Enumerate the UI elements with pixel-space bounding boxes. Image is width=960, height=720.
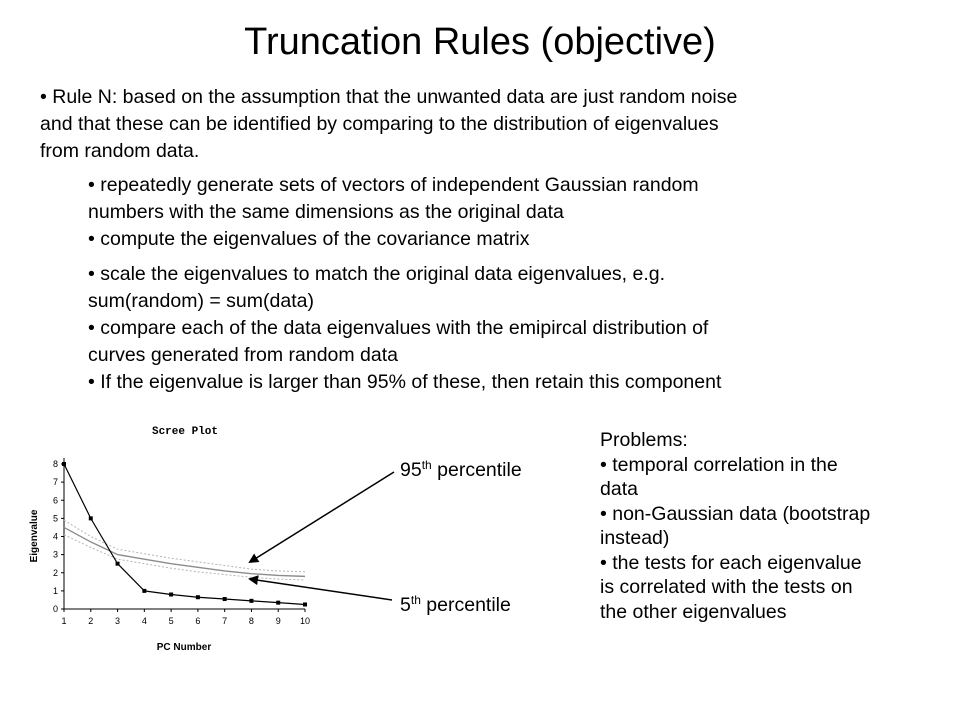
problems-line: • non-Gaussian data (bootstrap [600,502,871,525]
step-repeat-line: numbers with the same dimensions as the original data [88,201,564,223]
x-tick-label: 6 [195,616,201,626]
problems-line: • the tests for each eigenvalue [600,551,862,574]
x-tick-label: 4 [141,616,147,626]
slide-title: Truncation Rules (objective) [244,21,716,63]
step-repeat-line: • repeatedly generate sets of vectors of independent Gaussian random [88,174,699,196]
x-tick-label: 3 [115,616,121,626]
chart-y-axis-label: Eigenvalue [29,509,40,563]
x-tick-label: 5 [168,616,174,626]
p95-number: 95 [400,459,422,481]
arrow-95th [250,472,394,562]
y-tick-label: 7 [52,477,58,488]
y-tick-label: 2 [52,567,58,578]
problems-line: the other eigenvalues [600,600,787,623]
problems-heading: Problems: [600,429,688,451]
problems-line: • temporal correlation in the [600,453,838,476]
step-compare-line: curves generated from random data [88,344,399,366]
x-tick-label: 10 [299,616,311,626]
chart-x-axis-label: PC Number [156,642,212,653]
p95-text: percentile [437,459,522,481]
step-scale-line: sum(random) = sum(data) [88,290,314,312]
arrow-5th [250,579,392,600]
label-95th-percentile [400,458,522,482]
label-5th-percentile [400,593,511,617]
y-tick-label: 6 [52,495,58,506]
problems-section [600,428,870,624]
x-tick-label: 9 [275,616,281,626]
x-tick-label: 8 [248,616,254,626]
intro-line: from random data. [40,140,200,162]
x-tick-label: 1 [61,616,67,626]
intro-line: and that these can be identified by comparing to the distribution of eigenvalues [40,113,719,135]
step-compute-line: • compute the eigenvalues of the covariance matrix [88,228,530,250]
y-tick-label: 1 [52,585,58,596]
problems-line: is correlated with the tests on [600,576,853,598]
y-tick-label: 5 [52,513,58,524]
problems-line: instead) [600,527,670,549]
x-tick-label: 7 [222,616,228,626]
x-tick-label: 2 [88,616,94,626]
intro-line: • Rule N: based on the assumption that the unwanted data are just random noise [40,86,738,108]
y-tick-label: 3 [52,549,58,560]
step-compare-line: • compare each of the data eigenvalues with the emipircal distribution of [88,317,709,339]
p5-suffix: th [410,593,421,607]
y-tick-label: 0 [52,604,58,614]
step-retain-line: • If the eigenvalue is larger than 95% of these, then retain this component [88,371,722,393]
y-tick-label: 4 [52,531,58,542]
p5-number: 5 [400,594,411,616]
chart-title: Scree Plot [151,426,219,438]
problems-line: data [600,478,638,500]
y-tick-label: 8 [52,459,58,469]
step-scale-line: • scale the eigenvalues to match the original data eigenvalues, e.g. [88,263,666,285]
p95-suffix: th [421,458,432,472]
p5-text: percentile [426,594,511,616]
